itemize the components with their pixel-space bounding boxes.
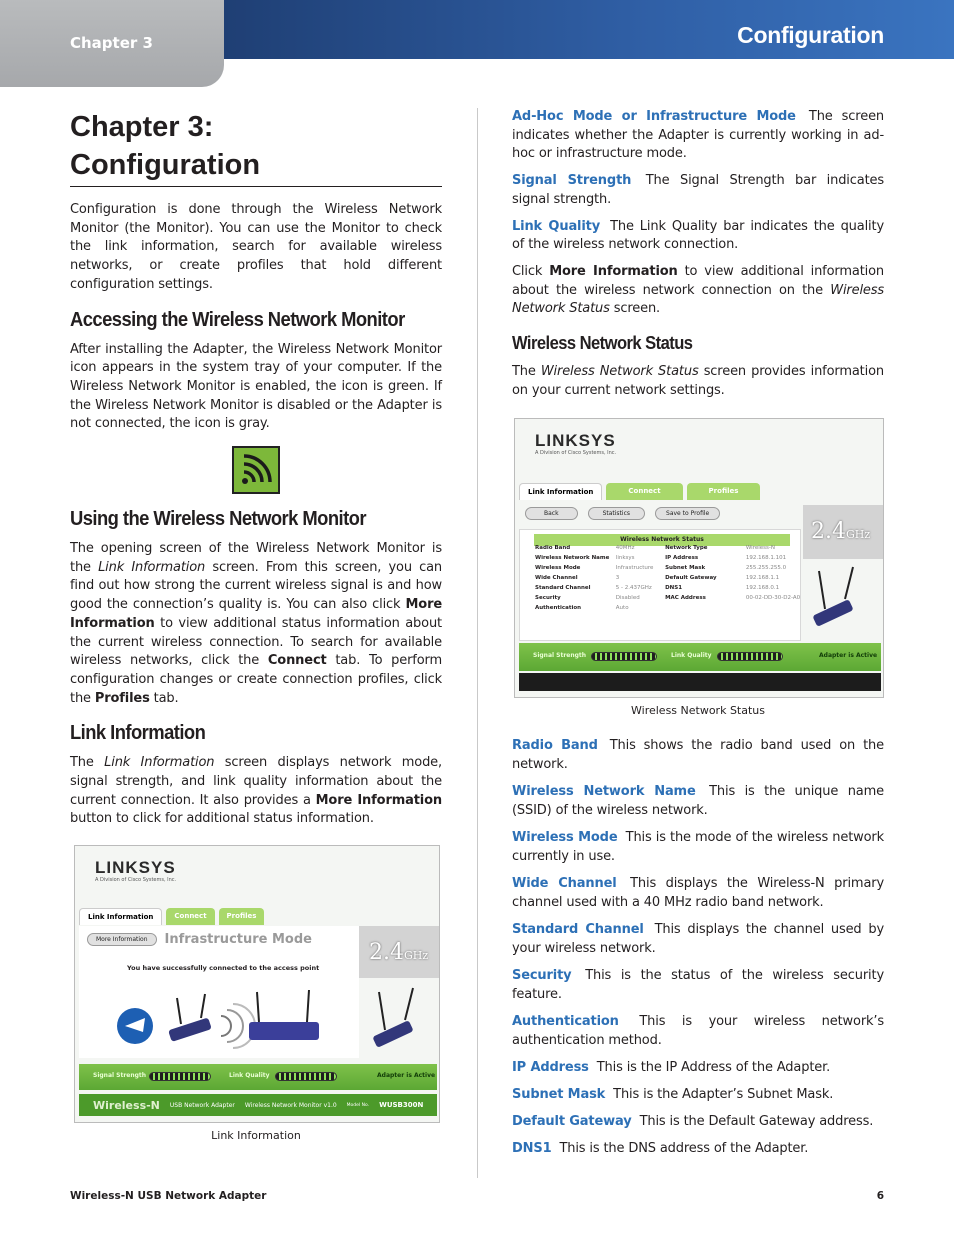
link-information-screenshot: LINKSYS A Division of Cisco Systems, Inc. Link Information Connect Profiles More Information Infrastructure Mode You have successfully connected to the access point 2.4GHz Signal Strength Link Quality Adapter is Active Wireless-N USB Network Adapter Wireless Network Monitor v1.0 Model No. WUSB300N bbox=[74, 845, 440, 1123]
def-adhoc: Ad-Hoc Mode or Infrastructure Mode The screen indicates whether the Adapter is currently working in ad-hoc or infrastructure mode. bbox=[512, 109, 885, 162]
status-panel-title: Wireless Network Status bbox=[534, 534, 790, 546]
statistics-button[interactable]: Statistics bbox=[588, 507, 645, 520]
tab-profiles[interactable]: Profiles bbox=[687, 483, 761, 500]
link-quality-meter bbox=[717, 652, 783, 661]
heading-accessing: Accessing the Wireless Network Monitor bbox=[70, 308, 405, 331]
status-row: Radio Band 40MHz Network Type Wireless-N bbox=[535, 545, 775, 552]
accessing-paragraph: After installing the Adapter, the Wireless Network Monitor icon appears in the system tray of your computer. If the Wireless Network Monitor is enabled, the icon is green. If the Wireless Network Monitor is disabled or the Adapter is not connected, the icon is gray. bbox=[70, 341, 442, 432]
tab-link-information[interactable]: Link Information bbox=[79, 908, 162, 925]
definition-item: Security This is the status of the wireless security feature. bbox=[512, 967, 885, 1002]
definitions-list bbox=[512, 737, 884, 1159]
definition-item: Wide Channel This displays the Wireless-N primary channel used with a 40 MHz radio band network. bbox=[512, 876, 884, 910]
definition-item: DNS1 This is the DNS address of the Adapter. bbox=[512, 1141, 809, 1157]
signal-strength-meter bbox=[591, 652, 657, 661]
chapter-tab bbox=[0, 0, 224, 87]
back-button[interactable]: Back bbox=[525, 507, 578, 520]
monitor-tabs bbox=[519, 483, 760, 500]
chapter-heading bbox=[70, 108, 442, 187]
definition-item: Authentication This is your wireless network’s authentication method. bbox=[512, 1013, 885, 1048]
definition-item: Wireless Mode This is the mode of the wireless network currently in use. bbox=[512, 830, 885, 864]
signal-strength-meter bbox=[149, 1072, 211, 1081]
product-strip: Wireless-N USB Network Adapter Wireless Network Monitor v1.0 Model No. WUSB300N bbox=[79, 1094, 437, 1116]
status-buttons bbox=[525, 507, 720, 520]
heading-using: Using the Wireless Network Monitor bbox=[70, 508, 366, 531]
status-bar: Signal Strength Link Quality Adapter is Active bbox=[519, 643, 881, 671]
band-badge: 2.4GHz bbox=[803, 505, 883, 559]
status-table bbox=[535, 543, 805, 613]
tab-profiles[interactable]: Profiles bbox=[219, 908, 265, 925]
using-paragraph: The opening screen of the Wireless Network Monitor is the Link Information screen. From this screen, you can find out how strong the current wireless signal is and how good the connection’s quality is. You can also click More Information to view additional status information about the current wireless connection. To search for available wireless networks, click the Connect tab. To perform configuration changes or create connection profiles, click the Profiles tab. bbox=[70, 541, 443, 706]
link-paragraph: The Link Information screen displays network mode, signal strength, and link quality information about the current connection. It also provides a More Information button to click for additional status information. bbox=[70, 755, 443, 827]
intro-paragraph: Configuration is done through the Wireless Network Monitor (the Monitor). You can use the Monitor to check the link information, search for available wireless networks, or create profiles that hold different configuration settings. bbox=[70, 202, 442, 292]
wireless-network-status-screenshot: LINKSYS A Division of Cisco Systems, Inc. Link Information Connect Profiles Back Statistics Save to Profile Wireless Network Status Radio Band 40MHz Network Type Wireless-N Wireless Network Name linksys IP Address 192.168.1.101 Wireless Mode Infrastructure Subnet Mask 255.255.255.0 Wide Channel 3 Default Gateway 192.168.1.1 Standard Channel 5 - 2.437GHz DNS1 192.168.0.1 Security Disabled MAC Address 00-02-DD-30-D2-A0 Authentication Auto 2.4GHz Signal Strength Link Quality Adapter is Active bbox=[514, 418, 884, 698]
chapter-title: Chapter 3: Configuration bbox=[70, 111, 261, 181]
wireless-monitor-tray-icon bbox=[232, 446, 280, 494]
definition-item: Radio Band This shows the radio band used on the network. bbox=[512, 738, 884, 773]
tab-connect[interactable]: Connect bbox=[166, 908, 214, 925]
def-signal-strength: Signal Strength The Signal Strength bar indicates signal strength. bbox=[512, 173, 884, 207]
connected-message: You have successfully connected to the access point bbox=[127, 964, 320, 973]
monitor-tabs bbox=[79, 908, 264, 925]
left-column bbox=[70, 108, 442, 1142]
status-row: Wide Channel 3 Default Gateway 192.168.1.1 bbox=[535, 575, 780, 582]
adapter-illustration-icon bbox=[805, 565, 865, 635]
link-quality-meter bbox=[275, 1072, 337, 1081]
more-information-button[interactable]: More Information bbox=[87, 933, 157, 946]
band-badge: 2.4GHz bbox=[359, 926, 439, 978]
connection-illustration-icon bbox=[109, 984, 349, 1054]
adapter-illustration-icon bbox=[365, 986, 425, 1056]
definition-item: Subnet Mask This is the Adapter’s Subnet Mask. bbox=[512, 1086, 834, 1102]
status-row: Authentication Auto bbox=[535, 605, 629, 612]
footer-product: Wireless-N USB Network Adapter bbox=[70, 1190, 267, 1202]
column-divider bbox=[477, 108, 478, 1178]
caption-wireless-network-status: Wireless Network Status bbox=[631, 704, 765, 718]
mode-label: Infrastructure Mode bbox=[164, 932, 312, 948]
more-info-paragraph: Click More Information to view additional information about the wireless network connection on the Wireless Network Status screen. bbox=[512, 263, 884, 317]
definition-item: IP Address This is the IP Address of the Adapter. bbox=[512, 1059, 831, 1075]
tab-link-information[interactable]: Link Information bbox=[519, 483, 602, 500]
definition-item: Default Gateway This is the Default Gateway address. bbox=[512, 1114, 874, 1130]
linksys-logo: LINKSYS bbox=[95, 858, 176, 878]
section-title: Configuration bbox=[737, 22, 884, 48]
tray-icon-figure bbox=[70, 446, 442, 494]
caption-link-information: Link Information bbox=[211, 1129, 301, 1143]
link-panel bbox=[79, 926, 359, 1058]
right-column bbox=[512, 108, 884, 1168]
section-header-bar bbox=[224, 0, 954, 59]
status-intro-paragraph: The Wireless Network Status screen provides information on your current network settings. bbox=[512, 364, 884, 398]
status-row: Standard Channel 5 - 2.437GHz DNS1 192.168.0.1 bbox=[535, 585, 780, 592]
definition-item: Standard Channel This displays the channel used by your wireless network. bbox=[512, 922, 885, 956]
status-row: Security Disabled MAC Address 00-02-DD-30-D2-A0 bbox=[535, 595, 801, 602]
status-bar: Signal Strength Link Quality Adapter is Active bbox=[79, 1064, 437, 1090]
linksys-logo: LINKSYS bbox=[535, 431, 616, 451]
bottom-strip bbox=[519, 673, 881, 691]
definition-item: Wireless Network Name This is the unique name (SSID) of the wireless network. bbox=[512, 784, 884, 819]
save-to-profile-button[interactable]: Save to Profile bbox=[655, 507, 720, 520]
def-link-quality: Link Quality The Link Quality bar indicates the quality of the wireless network connection. bbox=[512, 218, 884, 253]
chapter-tab-label: Chapter 3 bbox=[70, 34, 153, 52]
status-row: Wireless Mode Infrastructure Subnet Mask 255.255.255.0 bbox=[535, 565, 787, 572]
heading-link-information: Link Information bbox=[70, 722, 206, 745]
heading-wireless-network-status: Wireless Network Status bbox=[512, 333, 693, 354]
page-number: 6 bbox=[876, 1190, 884, 1202]
tab-connect[interactable]: Connect bbox=[606, 483, 682, 500]
status-row: Wireless Network Name linksys IP Address 192.168.1.101 bbox=[535, 555, 787, 562]
